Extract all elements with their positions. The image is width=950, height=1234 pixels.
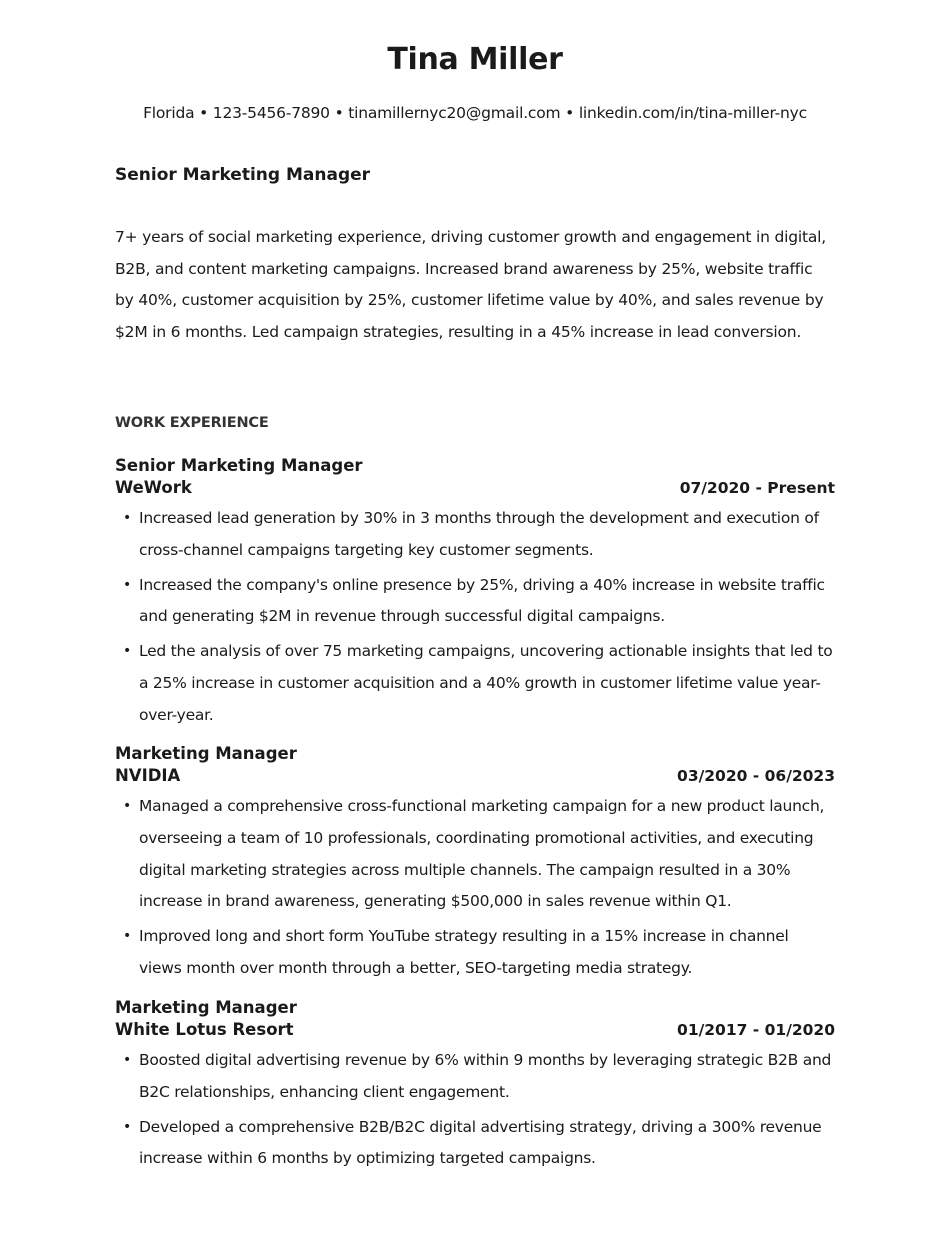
bullet-text: Increased the company's online presence by 25%, driving a 40% increase in website traffic and generating $2M in revenue through successful digital campaigns. — [139, 575, 825, 626]
list-item — [115, 1112, 835, 1176]
list-item — [115, 503, 835, 567]
bullet-text: Improved long and short form YouTube strategy resulting in a 15% increase in channel views month over month through a better, SEO-targeting media strategy. — [139, 927, 789, 977]
bullet-text: Boosted digital advertising revenue by 6% within 9 months by leveraging strategic B2B and B2C relationships, enhancing client engagement. — [139, 1051, 832, 1101]
bullet-icon: • — [123, 643, 132, 660]
bullet-text: Led the analysis of over 75 marketing campaigns, uncovering actionable insights that led to a 25% increase in customer acquisition and a 40% growth in customer lifetime value year-over-year. — [139, 642, 833, 724]
list-item — [115, 791, 835, 918]
job-dates: 07/2020 - Present — [679, 479, 835, 497]
job-entry — [115, 455, 835, 735]
headline: Senior Marketing Manager — [115, 165, 371, 185]
job-entry — [115, 997, 835, 1178]
job-title: Marketing Manager — [115, 744, 297, 763]
job-bullets — [115, 503, 835, 732]
company-name: NVIDIA — [115, 766, 181, 785]
bullet-icon: • — [123, 798, 132, 814]
section-title-work-experience: WORK EXPERIENCE — [115, 415, 269, 431]
job-company-row — [115, 1019, 835, 1041]
list-item — [115, 636, 835, 731]
bullet-text: Managed a comprehensive cross-functional marketing campaign for a new product launch, overseeing a team of 10 professionals, coordinating promotional activities, and executing digital marketing strategies across multiple channels. The campaign resulted in a 30% increase in brand awareness, generating $500,000 in sales revenue within Q1. — [139, 797, 825, 911]
bullet-icon: • — [123, 928, 132, 945]
job-entry — [115, 743, 835, 988]
bullet-icon: • — [123, 510, 132, 526]
bullet-icon: • — [123, 576, 132, 593]
job-dates: 03/2020 - 06/2023 — [677, 767, 835, 785]
company-name: White Lotus Resort — [115, 1020, 294, 1039]
bullet-icon: • — [123, 1052, 132, 1068]
list-item — [115, 570, 835, 634]
summary: 7+ years of social marketing experience, driving customer growth and engagement in digital, B2B, and content marketing campaigns. Increased brand awareness by 25%, website traffic by 40%, customer acquisition by 25%, customer lifetime value by 40%, and sales revenue by $2M in 6 months. Led campaign strategies, resulting in a 45% increase in lead conversion. — [115, 228, 826, 341]
job-bullets — [115, 1045, 835, 1175]
job-company-row — [115, 477, 835, 499]
job-dates: 01/2017 - 01/2020 — [677, 1021, 835, 1039]
job-bullets — [115, 791, 835, 985]
list-item — [115, 1045, 835, 1109]
job-title: Senior Marketing Manager — [115, 456, 363, 475]
bullet-icon: • — [123, 1118, 132, 1135]
bullet-text: Developed a comprehensive B2B/B2C digital advertising strategy, driving a 300% revenue increase within 6 months by optimizing targeted campaigns. — [139, 1117, 822, 1168]
bullet-text: Increased lead generation by 30% in 3 months through the development and execution of cross-channel campaigns targeting key customer segments. — [139, 509, 819, 559]
company-name: WeWork — [115, 478, 192, 497]
job-company-row — [115, 765, 835, 787]
candidate-name: Tina Miller — [387, 42, 563, 77]
job-title: Marketing Manager — [115, 998, 297, 1017]
list-item — [115, 921, 835, 985]
contact-line: Florida • 123-5456-7890 • tinamillernyc20@gmail.com • linkedin.com/in/tina-miller-nyc — [143, 104, 807, 122]
